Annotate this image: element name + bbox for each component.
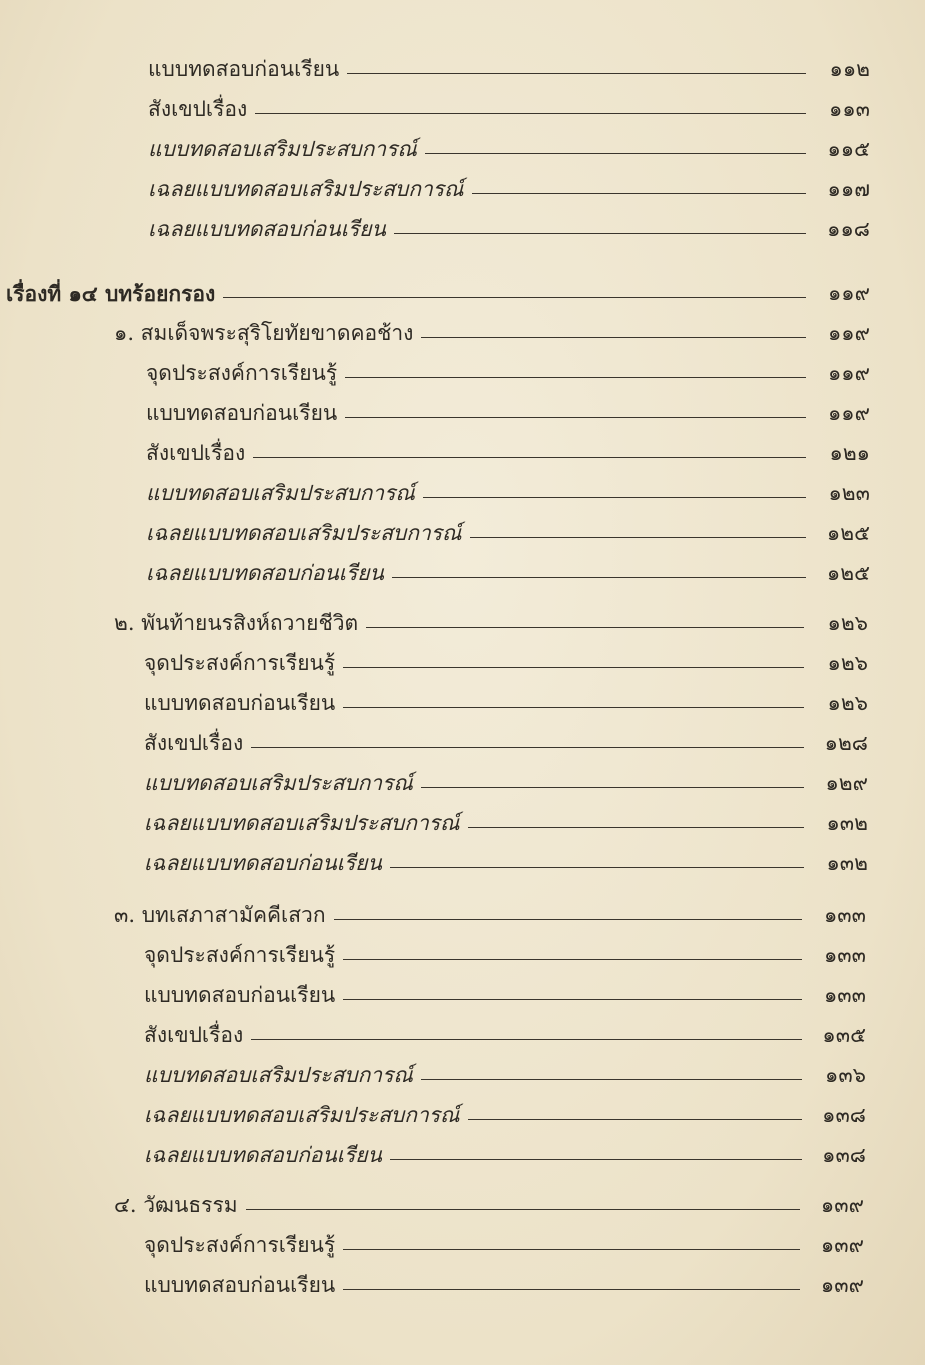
- leader-line: [394, 233, 806, 234]
- toc-entry: [148, 128, 870, 160]
- toc-entry: [148, 168, 870, 200]
- leader-line: [468, 827, 804, 828]
- entry-title: แบบทดสอบก่อนเรียน: [144, 983, 336, 1007]
- entry-title: เฉลยแบบทดสอบเสริมประสบการณ์: [144, 811, 460, 835]
- leader-line: [421, 1079, 802, 1080]
- toc-entry: [148, 208, 870, 240]
- entry-title: เฉลยแบบทดสอบก่อนเรียน: [144, 851, 382, 875]
- leader-line: [255, 113, 806, 114]
- section-heading: [114, 602, 868, 634]
- page-number: ๑๓๘: [822, 1103, 866, 1127]
- page-number: ๑๑๗: [827, 177, 870, 201]
- entry-title: จุดประสงค์การเรียนรู้: [144, 943, 336, 967]
- entry-title: แบบทดสอบเสริมประสบการณ์: [144, 1063, 413, 1087]
- page-number: ๑๓๓: [823, 903, 866, 927]
- entry-title: แบบทดสอบก่อนเรียน: [146, 401, 338, 425]
- entry-title: เฉลยแบบทดสอบเสริมประสบการณ์: [148, 177, 464, 201]
- chapter-title: เรื่องที่ ๑๔ บทร้อยกรอง: [6, 281, 216, 306]
- entry-title: เฉลยแบบทดสอบก่อนเรียน: [144, 1143, 382, 1167]
- section-title: ๑. สมเด็จพระสุริโยทัยขาดคอช้าง: [114, 321, 414, 345]
- entry-title: จุดประสงค์การเรียนรู้: [144, 1233, 336, 1257]
- entry-title: แบบทดสอบก่อนเรียน: [144, 691, 336, 715]
- entry-title: แบบทดสอบเสริมประสบการณ์: [144, 771, 413, 795]
- leader-line: [392, 577, 806, 578]
- page-number: ๑๒๖: [827, 691, 868, 715]
- page-number: ๑๑๒: [829, 57, 870, 81]
- page-number: ๑๓๓: [823, 983, 866, 1007]
- entry-title: สังเขปเรื่อง: [146, 441, 246, 465]
- toc-entry: [144, 1054, 866, 1086]
- leader-line: [345, 377, 806, 378]
- leader-line: [423, 497, 806, 498]
- entry-title: เฉลยแบบทดสอบก่อนเรียน: [146, 561, 384, 585]
- toc-entry: [144, 1134, 866, 1166]
- page-number: ๑๓๕: [822, 1023, 866, 1047]
- page-number: ๑๒๑: [829, 441, 870, 465]
- leader-line: [343, 707, 804, 708]
- page-number: ๑๒๙: [825, 771, 868, 795]
- entry-title: เฉลยแบบทดสอบเสริมประสบการณ์: [144, 1103, 460, 1127]
- page-number: ๑๓๙: [820, 1273, 864, 1297]
- leader-line: [343, 999, 802, 1000]
- toc-entry: [148, 48, 870, 80]
- page-number: ๑๓๘: [822, 1143, 866, 1167]
- entry-title: เฉลยแบบทดสอบก่อนเรียน: [148, 217, 386, 241]
- leader-line: [246, 1209, 800, 1210]
- entry-title: แบบทดสอบก่อนเรียน: [144, 1273, 336, 1297]
- leader-line: [470, 537, 806, 538]
- leader-line: [343, 959, 802, 960]
- leader-line: [253, 457, 806, 458]
- leader-line: [468, 1119, 802, 1120]
- page-number: ๑๒๕: [826, 561, 870, 585]
- page-number: ๑๑๘: [827, 217, 870, 241]
- entry-title: สังเขปเรื่อง: [148, 97, 248, 121]
- page-number: ๑๒๘: [824, 731, 868, 755]
- toc-entry: [146, 392, 870, 424]
- toc-entry: [144, 802, 868, 834]
- toc-entry: [144, 1264, 864, 1296]
- entry-title: แบบทดสอบเสริมประสบการณ์: [146, 481, 415, 505]
- toc-entry: [144, 842, 868, 874]
- entry-title: จุดประสงค์การเรียนรู้: [146, 361, 338, 385]
- entry-title: จุดประสงค์การเรียนรู้: [144, 651, 336, 675]
- section-heading: [114, 312, 870, 344]
- toc-entry: [144, 722, 868, 754]
- toc-entry: [144, 1224, 864, 1256]
- page-number: ๑๒๓: [828, 481, 870, 505]
- leader-line: [421, 337, 806, 338]
- page-number: ๑๒๖: [827, 651, 868, 675]
- page-number: ๑๓๓: [823, 943, 866, 967]
- toc-entry: [144, 762, 868, 794]
- entry-title: เฉลยแบบทดสอบเสริมประสบการณ์: [146, 521, 462, 545]
- leader-line: [390, 1159, 802, 1160]
- toc-entry: [146, 472, 870, 504]
- entry-title: แบบทดสอบก่อนเรียน: [148, 57, 340, 81]
- toc-entry: [144, 1094, 866, 1126]
- leader-line: [251, 1039, 802, 1040]
- page-number: ๑๑๕: [827, 137, 870, 161]
- page-number: ๑๓๖: [824, 1063, 866, 1087]
- section-title: ๔. วัฒนธรรม: [114, 1193, 238, 1217]
- toc-entry: [144, 974, 866, 1006]
- toc-entry: [146, 552, 870, 584]
- toc-entry: [144, 934, 866, 966]
- page-number: ๑๒๕: [826, 521, 870, 545]
- toc-entry: [144, 642, 868, 674]
- page-number: ๑๑๙: [827, 281, 870, 305]
- page-number: ๑๑๙: [827, 321, 870, 345]
- entry-title: สังเขปเรื่อง: [144, 1023, 244, 1047]
- leader-line: [366, 627, 804, 628]
- leader-line: [343, 1289, 800, 1290]
- section-title: ๓. บทเสภาสามัคคีเสวก: [114, 903, 326, 927]
- page-number: ๑๓๙: [820, 1193, 864, 1217]
- toc-entry: [146, 512, 870, 544]
- toc-entry: [144, 1014, 866, 1046]
- leader-line: [251, 747, 804, 748]
- page-number: ๑๑๓: [828, 97, 870, 121]
- page-number: ๑๓๙: [820, 1233, 864, 1257]
- leader-line: [343, 1249, 800, 1250]
- chapter-heading: [6, 272, 870, 304]
- leader-line: [345, 417, 806, 418]
- entry-title: สังเขปเรื่อง: [144, 731, 244, 755]
- section-heading: [114, 1184, 864, 1216]
- toc-entry: [144, 682, 868, 714]
- leader-line: [223, 297, 806, 298]
- leader-line: [334, 919, 802, 920]
- leader-line: [343, 667, 804, 668]
- page-number: ๑๑๙: [827, 361, 870, 385]
- entry-title: แบบทดสอบเสริมประสบการณ์: [148, 137, 417, 161]
- section-title: ๒. พันท้ายนรสิงห์ถวายชีวิต: [114, 611, 359, 635]
- page-number: ๑๑๙: [827, 401, 870, 425]
- toc-entry: [146, 432, 870, 464]
- leader-line: [472, 193, 806, 194]
- leader-line: [390, 867, 804, 868]
- page-number: ๑๒๖: [827, 611, 868, 635]
- leader-line: [425, 153, 806, 154]
- section-heading: [114, 894, 866, 926]
- page-number: ๑๓๒: [826, 811, 868, 835]
- toc-entry: [146, 352, 870, 384]
- page-number: ๑๓๒: [826, 851, 868, 875]
- toc-entry: [148, 88, 870, 120]
- leader-line: [347, 73, 806, 74]
- leader-line: [421, 787, 804, 788]
